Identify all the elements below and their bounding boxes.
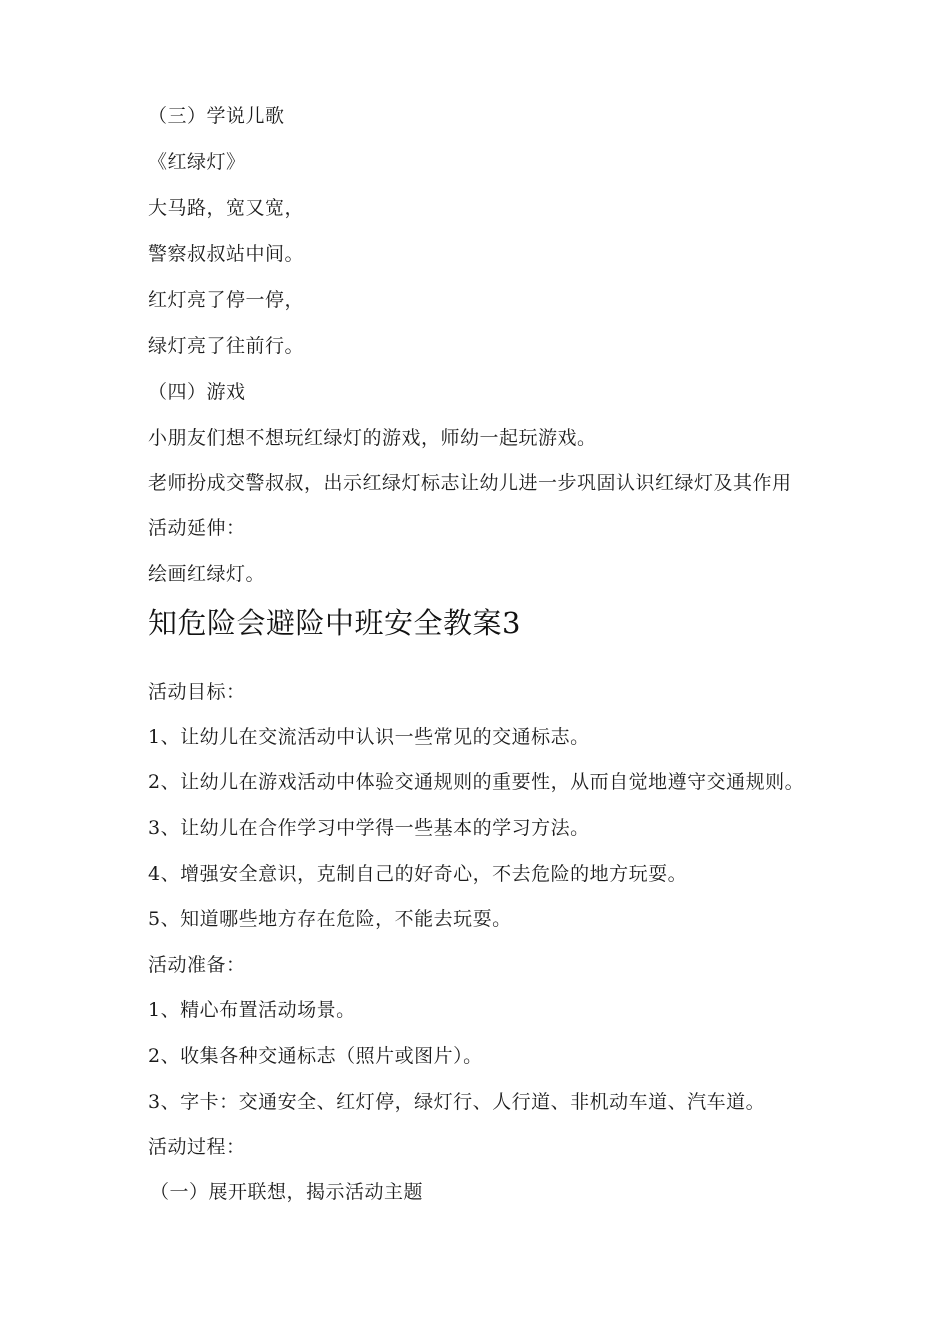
preparation-item-3: 3、字卡：交通安全、红灯停，绿灯行、人行道、非机动车道、汽车道。 [148,1091,766,1113]
goal-item-3: 3、让幼儿在合作学习中学得一些基本的学习方法。 [148,817,590,839]
preparation-item-1: 1、精心布置活动场景。 [148,999,356,1021]
goal-item-2: 2、让幼儿在游戏活动中体验交通规则的重要性，从而自觉地遵守交通规则。 [148,771,805,793]
label-activity-goals: 活动目标： [148,681,246,703]
paragraph-extension-drawing: 绘画红绿灯。 [148,563,266,585]
lesson-title: 知危险会避险中班安全教案3 [148,606,521,640]
preparation-item-2: 2、收集各种交通标志（照片或图片）。 [148,1045,483,1067]
rhyme-title: 《红绿灯》 [148,151,246,173]
rhyme-line-4: 绿灯亮了往前行。 [148,335,305,357]
rhyme-line-1: 大马路，宽又宽， [148,197,305,219]
goal-item-4: 4、增强安全意识，克制自己的好奇心，不去危险的地方玩耍。 [148,863,688,885]
goal-item-1: 1、让幼儿在交流活动中认识一些常见的交通标志。 [148,726,590,748]
paragraph-game-intro: 小朋友们想不想玩红绿灯的游戏，师幼一起玩游戏。 [148,427,597,449]
subsection-heading-game: （四）游戏 [148,381,246,403]
label-activity-extension: 活动延伸： [148,517,246,539]
rhyme-line-3: 红灯亮了停一停， [148,289,305,311]
rhyme-line-2: 警察叔叔站中间。 [148,243,305,265]
goal-item-5: 5、知道哪些地方存在危险，不能去玩耍。 [148,908,512,930]
subsection-heading-learn-rhyme: （三）学说儿歌 [148,105,285,127]
label-activity-process: 活动过程： [148,1136,246,1158]
label-activity-preparation: 活动准备： [148,954,246,976]
paragraph-game-teacher: 老师扮成交警叔叔，出示红绿灯标志让幼儿进一步巩固认识红绿灯及其作用 [148,472,792,494]
process-step-1-heading: （一）展开联想，揭示活动主题 [150,1181,424,1203]
